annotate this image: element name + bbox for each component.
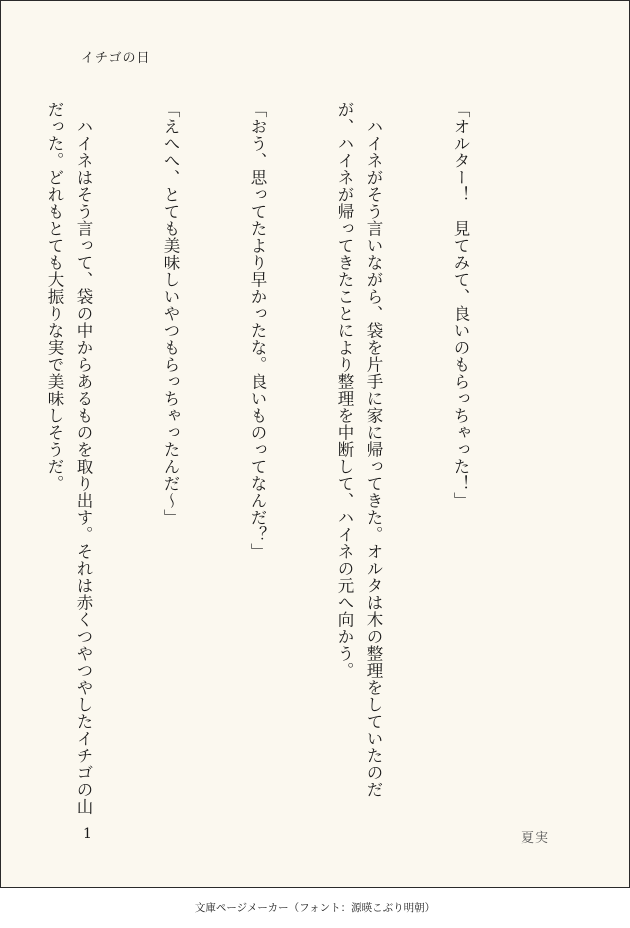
generator-credit: 文庫ページメーカー（フォント：源暎こぶり明朝）	[194, 902, 436, 914]
paragraph: ハイネはそう言って、袋の中からあるものを取り出す。それは赤くつやつやしたイチゴの山だった。どれもとても大振りな実で美味しそうだ。	[45, 101, 93, 815]
paragraph: ハイネがそう言いながら、袋を片手に家に帰ってきた。オルタは木の整理をしていたのだが、ハイネが帰ってきたことにより整理を中断して、ハイネの元へ向かう。	[335, 101, 383, 798]
paragraph: 「えへへ、とても美味しいやつもらっちゃったんだ～」	[161, 101, 180, 526]
author-name: 夏実	[520, 831, 549, 846]
paragraph: 「オルター！ 見てみて、良いのもらっちゃった！」	[451, 101, 470, 509]
vertical-body-text	[45, 101, 533, 821]
paragraph: 「おう、思ってたより早かったな。良いものってなんだ？」	[248, 101, 267, 560]
page-header-title: イチゴの日	[81, 51, 151, 66]
page-number: 1	[83, 826, 92, 842]
